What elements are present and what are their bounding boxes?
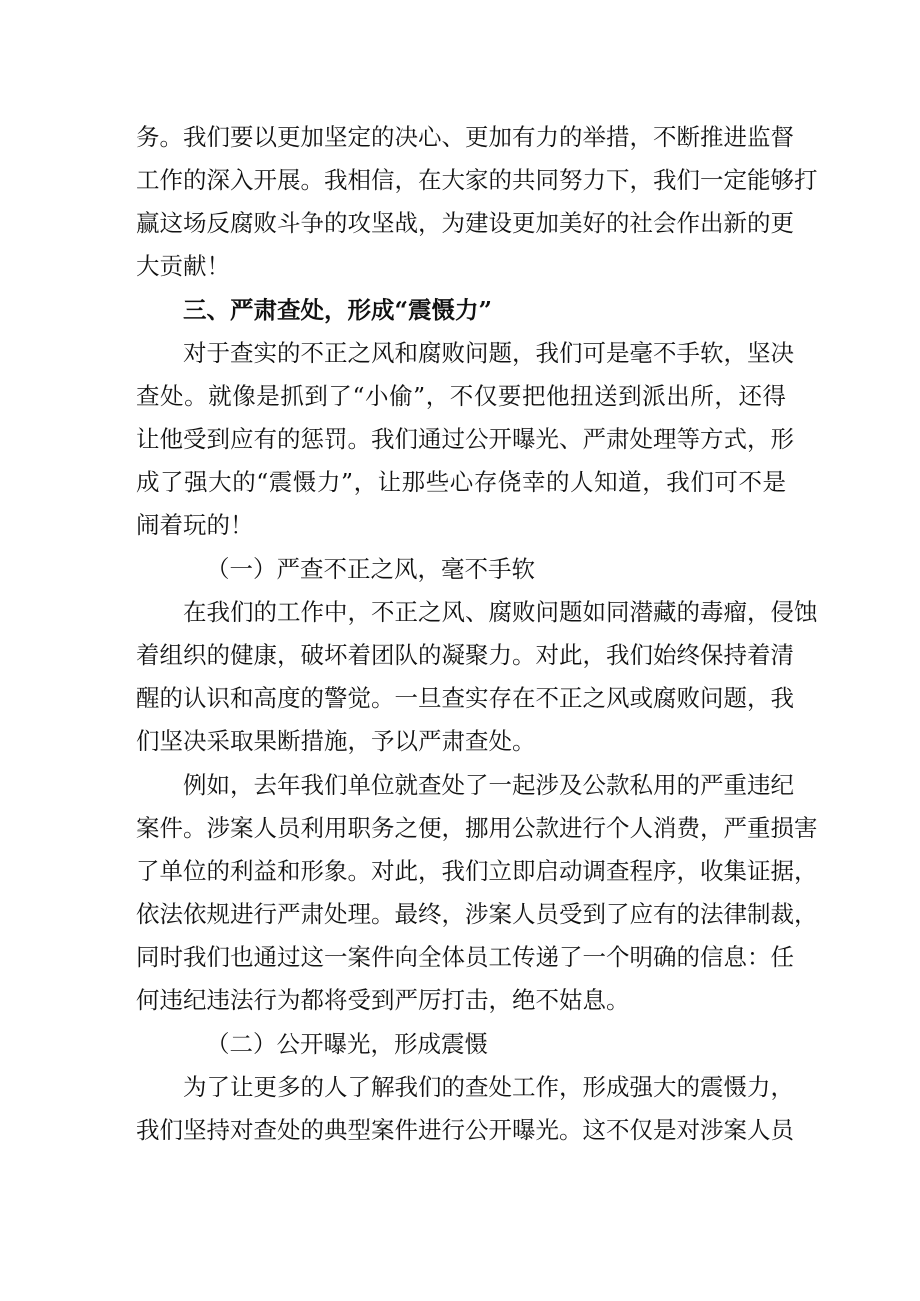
paragraph-line: 为了让更多的人了解我们的查处工作，形成强大的震慑力， [183, 1073, 794, 1101]
paragraph-line: 醒的认识和高度的警觉。一旦查实存在不正之风或腐败问题，我 [136, 684, 794, 712]
paragraph-line: 查处。就像是抓到了“小偷”，不仅要把他扭送到派出所，还得 [136, 382, 786, 410]
paragraph-line: 案件。涉案人员利用职务之便，挪用公款进行个人消费，严重损害 [136, 814, 818, 842]
paragraph-line: 在我们的工作中，不正之风、腐败问题如同潜藏的毒瘤，侵蚀 [183, 598, 818, 626]
paragraph-line: 例如，去年我们单位就查处了一起涉及公款私用的严重违纪 [183, 771, 794, 799]
paragraph-line: 赢这场反腐败斗争的攻坚战，为建设更加美好的社会作出新的更 [136, 209, 794, 237]
paragraph-line: 成了强大的“震慑力”，让那些心存侥幸的人知道，我们可不是 [136, 468, 786, 496]
paragraph-line: 工作的深入开展。我相信，在大家的共同努力下，我们一定能够打 [136, 166, 818, 194]
paragraph-line: 着组织的健康，破坏着团队的凝聚力。对此，我们始终保持着清 [136, 641, 794, 669]
paragraph-line: 依法依规进行严肃处理。最终，涉案人员受到了应有的法律制裁， [136, 900, 818, 928]
paragraph-line: 了单位的利益和形象。对此，我们立即启动调查程序，收集证据， [136, 857, 818, 885]
paragraph-line: 让他受到应有的惩罚。我们通过公开曝光、严肃处理等方式，形 [136, 425, 794, 453]
subsection-heading: （一）严查不正之风，毫不手软 [206, 555, 535, 583]
paragraph-line: 们坚决采取果断措施，予以严肃查处。 [136, 727, 536, 755]
subsection-heading: （二）公开曝光，形成震慑 [206, 1030, 488, 1058]
paragraph-line: 务。我们要以更加坚定的决心、更加有力的举措，不断推进监督 [136, 123, 794, 151]
paragraph-line: 闹着玩的！ [136, 511, 254, 539]
paragraph-line: 同时我们也通过这一案件向全体员工传递了一个明确的信息：任 [136, 943, 794, 971]
paragraph-line: 何违纪违法行为都将受到严厉打击，绝不姑息。 [136, 986, 630, 1014]
paragraph-line: 大贡献！ [136, 252, 230, 280]
paragraph-line: 对于查实的不正之风和腐败问题，我们可是毫不手软，坚决 [183, 339, 794, 367]
paragraph-line: 我们坚持对查处的典型案件进行公开曝光。这不仅是对涉案人员 [136, 1116, 794, 1144]
section-heading: 三、严肃查处，形成“震慑力” [183, 296, 493, 324]
